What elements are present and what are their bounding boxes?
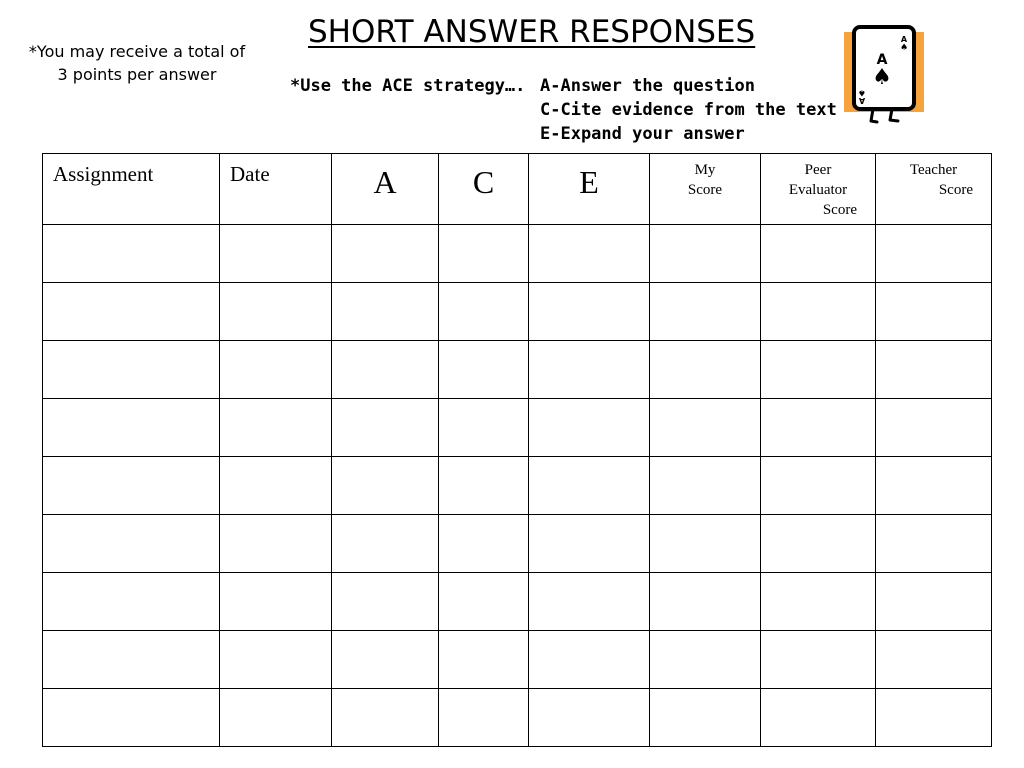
cell-answer[interactable] xyxy=(332,399,439,457)
cell-assignment[interactable] xyxy=(43,399,220,457)
cell-teacher-score[interactable] xyxy=(876,341,992,399)
cell-teacher-score[interactable] xyxy=(876,573,992,631)
cell-cite[interactable] xyxy=(439,341,529,399)
cell-cite[interactable] xyxy=(439,689,529,747)
cell-peer-score[interactable] xyxy=(761,573,876,631)
cell-date[interactable] xyxy=(220,341,332,399)
cell-cite[interactable] xyxy=(439,457,529,515)
points-note-line-2: 3 points per answer xyxy=(57,65,217,84)
table-row xyxy=(43,689,992,747)
cell-expand[interactable] xyxy=(529,457,650,515)
card-corner-spade-bottom-icon: ♠ xyxy=(857,87,867,97)
cell-assignment[interactable] xyxy=(43,457,220,515)
ace-of-spades-card-icon xyxy=(840,22,930,126)
cell-date[interactable] xyxy=(220,689,332,747)
card-corner-rank-top: A xyxy=(900,35,908,44)
header-assignment: Assignment xyxy=(43,154,220,225)
score-table-body xyxy=(43,225,992,747)
header-row xyxy=(43,154,992,225)
table-row xyxy=(43,399,992,457)
table-row xyxy=(43,515,992,573)
cell-my-score[interactable] xyxy=(650,515,761,573)
cell-my-score[interactable] xyxy=(650,341,761,399)
card-center-spade-icon: ♠ xyxy=(872,65,892,90)
cell-peer-score[interactable] xyxy=(761,631,876,689)
cell-my-score[interactable] xyxy=(650,457,761,515)
card-corner-rank-bottom: A xyxy=(858,96,866,105)
strategy-lead: *Use the ACE strategy…. xyxy=(290,76,526,96)
cell-answer[interactable] xyxy=(332,689,439,747)
cell-my-score[interactable] xyxy=(650,573,761,631)
cell-answer[interactable] xyxy=(332,515,439,573)
cell-assignment[interactable] xyxy=(43,689,220,747)
table-row xyxy=(43,341,992,399)
table-row xyxy=(43,631,992,689)
card-corner-spade-top-icon: ♠ xyxy=(899,43,909,53)
strategy-step-cite: C-Cite evidence from the text xyxy=(540,100,837,120)
header-my-score xyxy=(650,154,761,225)
cell-answer[interactable] xyxy=(332,341,439,399)
cell-expand[interactable] xyxy=(529,225,650,283)
cell-peer-score[interactable] xyxy=(761,225,876,283)
table-row xyxy=(43,283,992,341)
cell-answer[interactable] xyxy=(332,457,439,515)
header-peer-evaluator-score xyxy=(761,154,876,225)
cell-my-score[interactable] xyxy=(650,631,761,689)
header-peer-line-2: Evaluator xyxy=(788,182,848,198)
cell-answer[interactable] xyxy=(332,631,439,689)
cell-answer[interactable] xyxy=(332,573,439,631)
page-title: SHORT ANSWER RESPONSES xyxy=(308,14,756,50)
table-row xyxy=(43,457,992,515)
cell-cite[interactable] xyxy=(439,515,529,573)
cell-expand[interactable] xyxy=(529,515,650,573)
cell-cite[interactable] xyxy=(439,283,529,341)
cell-my-score[interactable] xyxy=(650,225,761,283)
cell-expand[interactable] xyxy=(529,631,650,689)
cell-peer-score[interactable] xyxy=(761,515,876,573)
cell-assignment[interactable] xyxy=(43,631,220,689)
cell-answer[interactable] xyxy=(332,283,439,341)
cell-date[interactable] xyxy=(220,515,332,573)
header-my-score-line-1: My xyxy=(694,162,716,178)
cell-my-score[interactable] xyxy=(650,689,761,747)
header-my-score-line-2: Score xyxy=(687,182,723,198)
cell-peer-score[interactable] xyxy=(761,689,876,747)
header-teacher-line-2: Score xyxy=(938,182,973,198)
header-peer-line-3: Score xyxy=(822,202,857,218)
cell-teacher-score[interactable] xyxy=(876,689,992,747)
cell-date[interactable] xyxy=(220,631,332,689)
cell-teacher-score[interactable] xyxy=(876,515,992,573)
header-peer-line-1: Peer xyxy=(804,162,832,178)
strategy-step-expand: E-Expand your answer xyxy=(540,124,745,144)
header-date: Date xyxy=(220,154,332,225)
cell-peer-score[interactable] xyxy=(761,283,876,341)
points-note-line-1: *You may receive a total of xyxy=(28,42,246,61)
cell-peer-score[interactable] xyxy=(761,341,876,399)
cell-date[interactable] xyxy=(220,225,332,283)
cell-date[interactable] xyxy=(220,457,332,515)
cell-my-score[interactable] xyxy=(650,399,761,457)
cell-peer-score[interactable] xyxy=(761,399,876,457)
cell-date[interactable] xyxy=(220,399,332,457)
header-cite: C xyxy=(439,154,529,225)
cell-answer[interactable] xyxy=(332,225,439,283)
cell-my-score[interactable] xyxy=(650,283,761,341)
cell-expand[interactable] xyxy=(529,573,650,631)
table-row xyxy=(43,573,992,631)
cell-expand[interactable] xyxy=(529,283,650,341)
cell-teacher-score[interactable] xyxy=(876,399,992,457)
cell-cite[interactable] xyxy=(439,225,529,283)
header-teacher-score xyxy=(876,154,992,225)
cell-teacher-score[interactable] xyxy=(876,283,992,341)
score-table xyxy=(42,153,992,747)
cell-assignment[interactable] xyxy=(43,573,220,631)
cell-date[interactable] xyxy=(220,283,332,341)
cell-expand[interactable] xyxy=(529,341,650,399)
header-teacher-line-1: Teacher xyxy=(909,162,958,178)
strategy-step-answer: A-Answer the question xyxy=(540,76,755,96)
cell-assignment[interactable] xyxy=(43,515,220,573)
cell-date[interactable] xyxy=(220,573,332,631)
cell-teacher-score[interactable] xyxy=(876,631,992,689)
cell-cite[interactable] xyxy=(439,399,529,457)
cell-assignment[interactable] xyxy=(43,225,220,283)
cell-cite[interactable] xyxy=(439,573,529,631)
cell-expand[interactable] xyxy=(529,689,650,747)
cell-cite[interactable] xyxy=(439,631,529,689)
cell-expand[interactable] xyxy=(529,399,650,457)
header-expand: E xyxy=(529,154,650,225)
cell-assignment[interactable] xyxy=(43,283,220,341)
cell-teacher-score[interactable] xyxy=(876,457,992,515)
points-note xyxy=(6,40,268,86)
cell-assignment[interactable] xyxy=(43,341,220,399)
cell-peer-score[interactable] xyxy=(761,457,876,515)
cell-teacher-score[interactable] xyxy=(876,225,992,283)
table-row xyxy=(43,225,992,283)
strategy-steps xyxy=(540,74,837,146)
header-answer: A xyxy=(332,154,439,225)
card-rank: A xyxy=(876,52,888,68)
